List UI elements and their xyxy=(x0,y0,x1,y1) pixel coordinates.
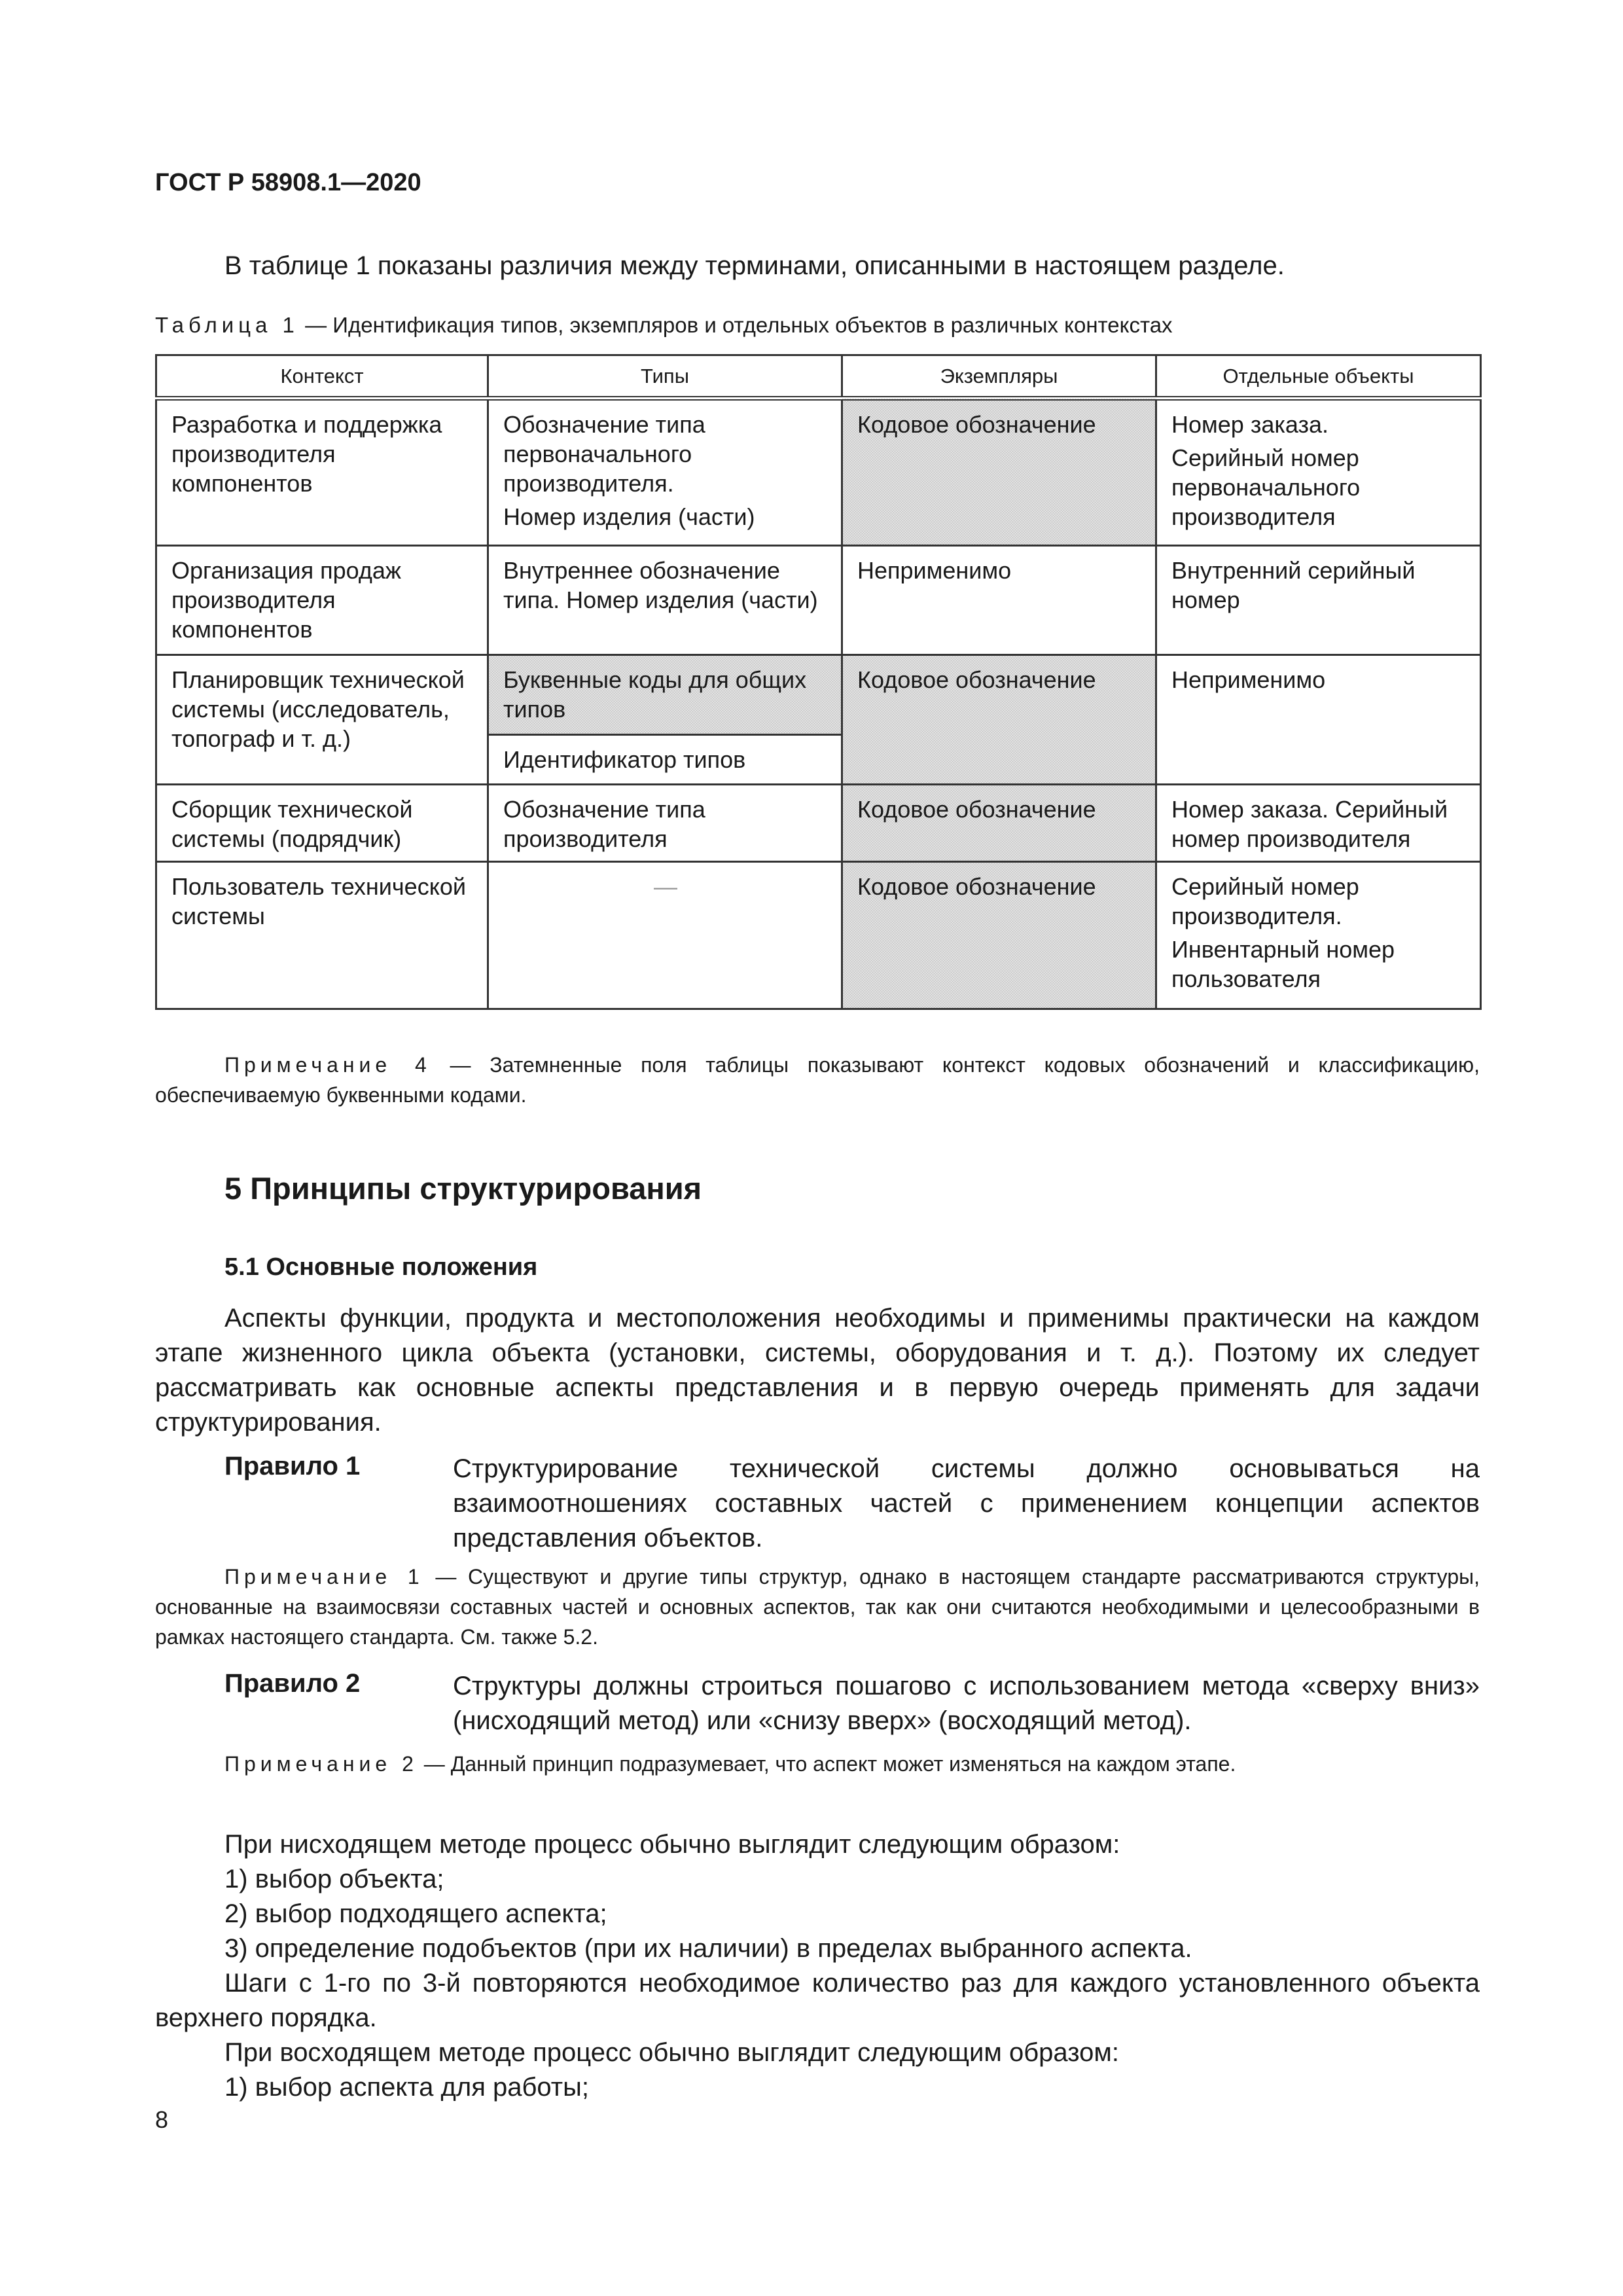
cell-context: Разработка и поддержка производителя компонентов xyxy=(156,399,488,546)
note-4 xyxy=(155,1050,1480,1110)
section-heading: 5 Принципы структурирования xyxy=(224,1171,702,1206)
rule-1-text: Структурирование технической системы должно основываться на взаимоотношениях составных частей с применением концепции аспектов представления объектов. xyxy=(453,1454,1480,1552)
document-header: ГОСТ Р 58908.1—2020 xyxy=(155,169,421,196)
table-caption xyxy=(155,313,1173,338)
list-line: При нисходящем методе процесс обычно выглядит следующим образом: xyxy=(224,1830,1120,1859)
cell-objects: Номер заказа. Серийный номер производителя xyxy=(1156,785,1481,862)
cell-text: Номер изделия (части) xyxy=(503,503,755,530)
cell-instances: Неприменимо xyxy=(842,546,1156,655)
cell-text: Серийный номер производителя. xyxy=(1171,873,1359,929)
column-header: Отдельные объекты xyxy=(1156,355,1481,399)
table-row xyxy=(156,785,1481,862)
list-line: При восходящем методе процесс обычно выглядит следующим образом: xyxy=(224,2038,1119,2067)
cell-text: Номер заказа. xyxy=(1171,411,1329,438)
column-header: Экземпляры xyxy=(842,355,1156,399)
table-row xyxy=(156,546,1481,655)
list-line: 2) выбор подходящего аспекта; xyxy=(224,1899,607,1928)
cell-types: Внутреннее обозначение типа. Номер изделия (части) xyxy=(488,546,842,655)
list-line: 1) выбор объекта; xyxy=(224,1865,444,1893)
subsection-heading: 5.1 Основные положения xyxy=(224,1253,538,1281)
list-line: 1) выбор аспекта для работы; xyxy=(224,2073,589,2102)
note-text: — Данный принцип подразумевает, что аспект может изменяться на каждом этапе. xyxy=(418,1752,1236,1776)
list-line: 3) определение подобъектов (при их наличии) в пределах выбранного аспекта. xyxy=(224,1934,1192,1963)
note-prefix: Примечание 1 xyxy=(224,1565,424,1588)
rule-1-label: Правило 1 xyxy=(224,1452,361,1480)
cell-types xyxy=(488,399,842,546)
cell-objects: Внутренний серийный номер xyxy=(1156,546,1481,655)
cell-types: Идентификатор типов xyxy=(488,735,842,785)
note-2 xyxy=(155,1749,1480,1779)
identification-table xyxy=(155,354,1482,1010)
cell-objects xyxy=(1156,862,1481,1009)
cell-objects xyxy=(1156,399,1481,546)
column-header: Типы xyxy=(488,355,842,399)
column-header: Контекст xyxy=(156,355,488,399)
cell-context: Сборщик технической системы (подрядчик) xyxy=(156,785,488,862)
intro-paragraph: В таблице 1 показаны различия между терминами, описанными в настоящем разделе. xyxy=(224,251,1285,280)
cell-types: — xyxy=(488,862,842,1009)
list-line: Шаги с 1-го по 3-й повторяются необходимое количество раз для каждого установленного объекта верхнего порядка. xyxy=(155,1969,1480,2032)
cell-objects: Неприменимо xyxy=(1156,655,1481,785)
cell-text: Обозначение типа первоначального производителя. xyxy=(503,411,705,497)
cell-types: Обозначение типа производителя xyxy=(488,785,842,862)
cell-context: Организация продаж производителя компонентов xyxy=(156,546,488,655)
paragraph: Аспекты функции, продукта и местоположения необходимы и применимы практически на каждом этапе жизненного цикла объекта (установки, системы, оборудования и т. д.). Поэтому их следует рассматривать как основные аспекты представления и в первую очередь применять для задачи структурирования. xyxy=(155,1304,1480,1437)
cell-instances: Кодовое обозначение xyxy=(842,785,1156,862)
cell-types: Буквенные коды для общих типов xyxy=(488,655,842,735)
table-header-row xyxy=(156,355,1481,399)
caption-prefix: Таблица 1 xyxy=(155,313,299,337)
cell-instances: Кодовое обозначение xyxy=(842,399,1156,546)
table-row xyxy=(156,655,1481,735)
cell-context: Планировщик технической системы (исследователь, топограф и т. д.) xyxy=(156,655,488,785)
cell-context: Пользователь технической системы xyxy=(156,862,488,1009)
note-text: — Существуют и другие типы структур, однако в настоящем стандарте рассматриваются структуры, основанные на взаимосвязи составных частей и основных аспектов, так как они считаются необходимыми и целесообразными в рамках настоящего стандарта. См. также 5.2. xyxy=(155,1565,1480,1649)
cell-text: Инвентарный номер пользователя xyxy=(1171,936,1395,992)
table-row xyxy=(156,399,1481,546)
rule-2-text: Структуры должны строиться пошагово с использованием метода «сверху вниз» (нисходящий метод) или «снизу вверх» (восходящий метод). xyxy=(453,1672,1480,1735)
note-1 xyxy=(155,1562,1480,1652)
note-prefix: Примечание 2 xyxy=(224,1752,418,1776)
note-text: — Затемненные поля таблицы показывают контекст кодовых обозначений и классификацию, обеспечиваемую буквенными кодами. xyxy=(155,1053,1480,1107)
page-number: 8 xyxy=(155,2106,169,2133)
table-row xyxy=(156,862,1481,1009)
rule-2-label: Правило 2 xyxy=(224,1669,361,1698)
caption-text: — Идентификация типов, экземпляров и отдельных объектов в различных контекстах xyxy=(298,313,1173,337)
cell-instances: Кодовое обозначение xyxy=(842,655,1156,785)
note-prefix: Примечание 4 xyxy=(224,1053,431,1077)
procedure-list xyxy=(155,1827,1480,2105)
cell-text: Серийный номер первоначального производителя xyxy=(1171,444,1361,530)
cell-instances: Кодовое обозначение xyxy=(842,862,1156,1009)
